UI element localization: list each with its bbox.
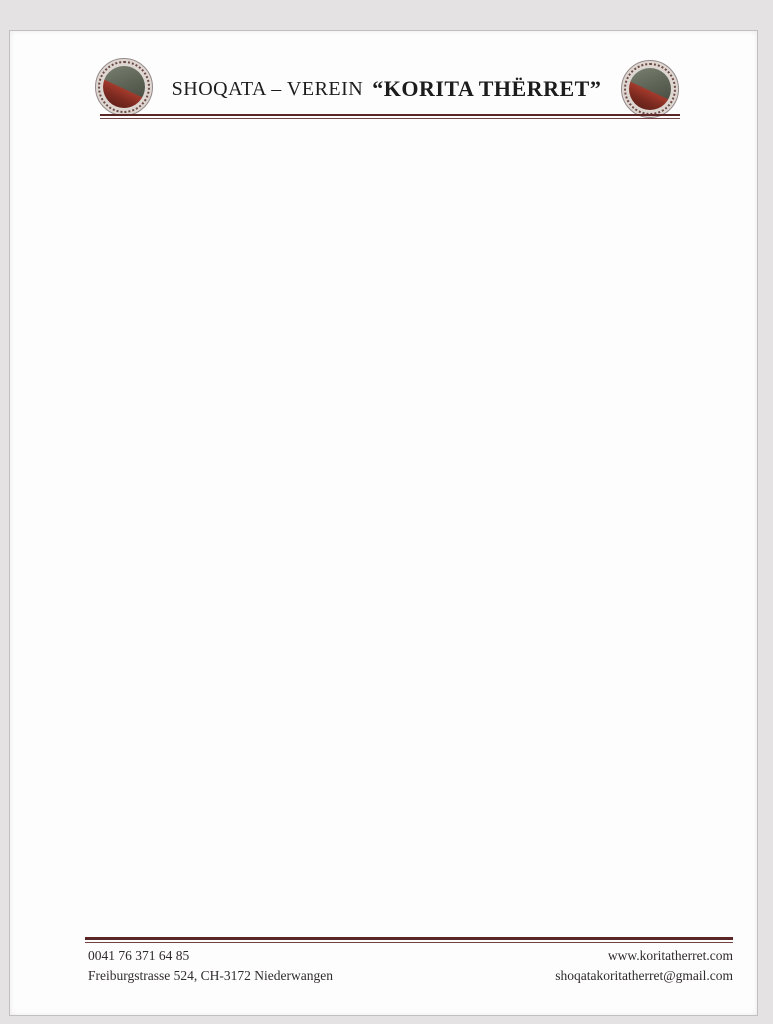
footer-contact-left	[88, 948, 333, 984]
footer-phone: 0041 76 371 64 85	[88, 948, 190, 963]
footer	[88, 948, 733, 984]
association-logo-right	[621, 60, 679, 118]
footer-divider-line	[85, 937, 733, 943]
document-page	[9, 30, 758, 1016]
title-quoted-name: “KORITA THËRRET”	[372, 76, 602, 101]
header-divider-line	[100, 114, 680, 119]
footer-address: Freiburgstrasse 524, CH-3172 Niederwangen	[88, 968, 333, 983]
footer-website[interactable]: www.koritatherret.com	[607, 948, 733, 963]
association-logo-left	[95, 58, 153, 116]
title-association: SHOQATA – VEREIN	[171, 77, 364, 100]
page-title	[160, 74, 613, 104]
footer-email[interactable]: shoqatakoritatherret@gmail.com	[555, 968, 733, 983]
footer-contact-right	[555, 948, 733, 984]
